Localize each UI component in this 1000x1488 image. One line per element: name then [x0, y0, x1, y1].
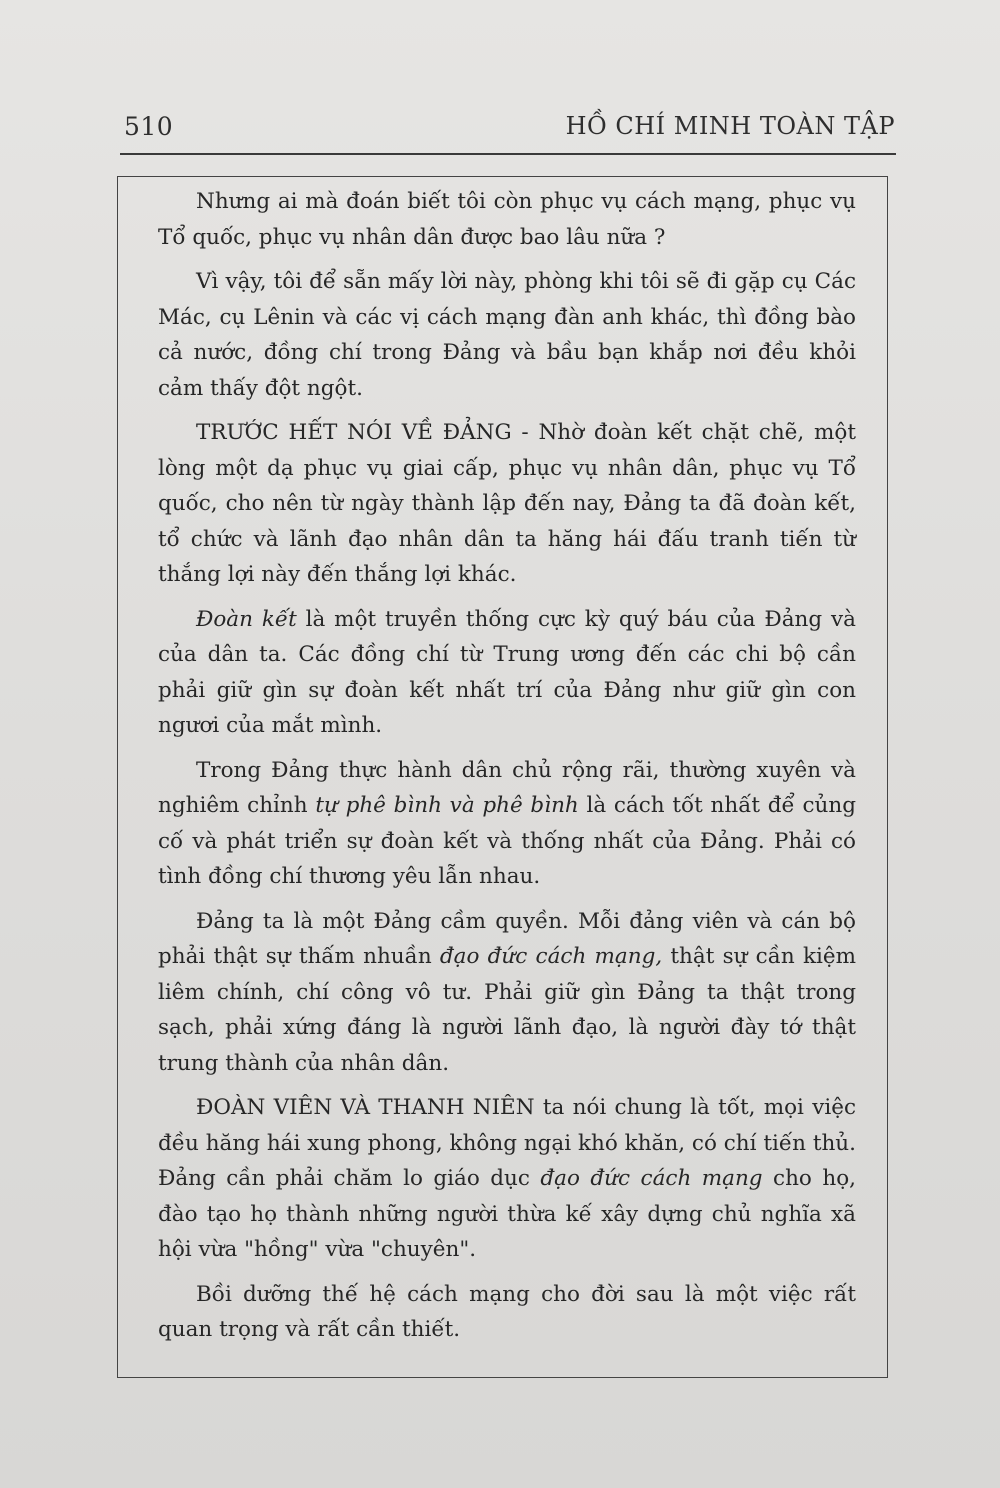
paragraph-text: là một truyền thống cực kỳ quý báu của Đảng và của dân ta. Các đồng chí từ Trung ương đến các chi bộ cần phải giữ gìn sự đoàn kết nhất trí của Đảng như giữ gìn con ngươi của mắt mình. — [158, 606, 856, 738]
running-header — [120, 104, 895, 148]
paragraph-text: Vì vậy, tôi để sẵn mấy lời này, phòng khi tôi sẽ đi gặp cụ Các Mác, cụ Lênin và các vị cách mạng đàn anh khác, thì đồng bào cả nước, đồng chí trong Đảng và bầu bạn khắp nơi đều khỏi cảm thấy đột ngột. — [158, 269, 856, 401]
paragraph-text: Trong Đảng thực hành dân chủ rộng rãi, thường xuyên và nghiêm chỉnh — [158, 757, 856, 818]
paragraph — [158, 1277, 856, 1348]
paragraph — [158, 264, 856, 406]
paragraph — [158, 602, 856, 744]
italic-phrase: đạo đức cách mạng, — [439, 944, 663, 969]
body-text — [158, 184, 856, 1357]
paragraph-text: ĐOÀN VIÊN VÀ THANH NIÊN ta nói chung là tốt, mọi việc đều hăng hái xung phong, không ngại khó khăn, có chí tiến thủ. Đảng cần phải chăm lo giáo dục — [158, 1095, 856, 1191]
paragraph-text: Đảng ta là một Đảng cầm quyền. Mỗi đảng viên và cán bộ phải thật sự thấm nhuần — [158, 908, 856, 969]
paragraph-text: thật sự cần kiệm liêm chính, chí công vô tư. Phải giữ gìn Đảng ta thật trong sạch, phải xứng đáng là người lãnh đạo, là người đày tớ thật trung thành của nhân dân. — [158, 944, 856, 1076]
italic-phrase: tự phê bình và phê bình — [315, 793, 579, 818]
paragraph-text: cho họ, đào tạo họ thành những người thừa kế xây dựng chủ nghĩa xã hội vừa "hồng" vừa "chuyên". — [158, 1166, 856, 1262]
italic-phrase: đạo đức cách mạng — [540, 1166, 763, 1191]
paragraph — [158, 753, 856, 895]
paragraph-text: Nhưng ai mà đoán biết tôi còn phục vụ cách mạng, phục vụ Tổ quốc, phục vụ nhân dân được bao lâu nữa ? — [158, 189, 856, 250]
header-rule — [120, 153, 896, 155]
paragraph — [158, 184, 856, 255]
paragraph-text: TRƯỚC HẾT NÓI VỀ ĐẢNG - Nhờ đoàn kết chặt chẽ, một lòng một dạ phục vụ giai cấp, phục vụ nhân dân, phục vụ Tổ quốc, cho nên từ ngày thành lập đến nay, Đảng ta đã đoàn kết, tổ chức và lãnh đạo nhân dân ta hăng hái đấu tranh tiến từ thắng lợi này đến thắng lợi khác. — [158, 420, 856, 587]
page-number: 510 — [124, 112, 174, 141]
italic-phrase: Đoàn kết — [196, 606, 297, 632]
paragraph — [158, 1090, 856, 1268]
paragraph-text: Bồi dưỡng thế hệ cách mạng cho đời sau là một việc rất quan trọng và rất cần thiết. — [158, 1281, 856, 1342]
paragraph — [158, 415, 856, 593]
paragraph-text: là cách tốt nhất để củng cố và phát triển sự đoàn kết và thống nhất của Đảng. Phải có tình đồng chí thương yêu lẫn nhau. — [158, 793, 856, 889]
book-title: HỒ CHÍ MINH TOÀN TẬP — [565, 112, 895, 140]
paragraph — [158, 904, 856, 1082]
